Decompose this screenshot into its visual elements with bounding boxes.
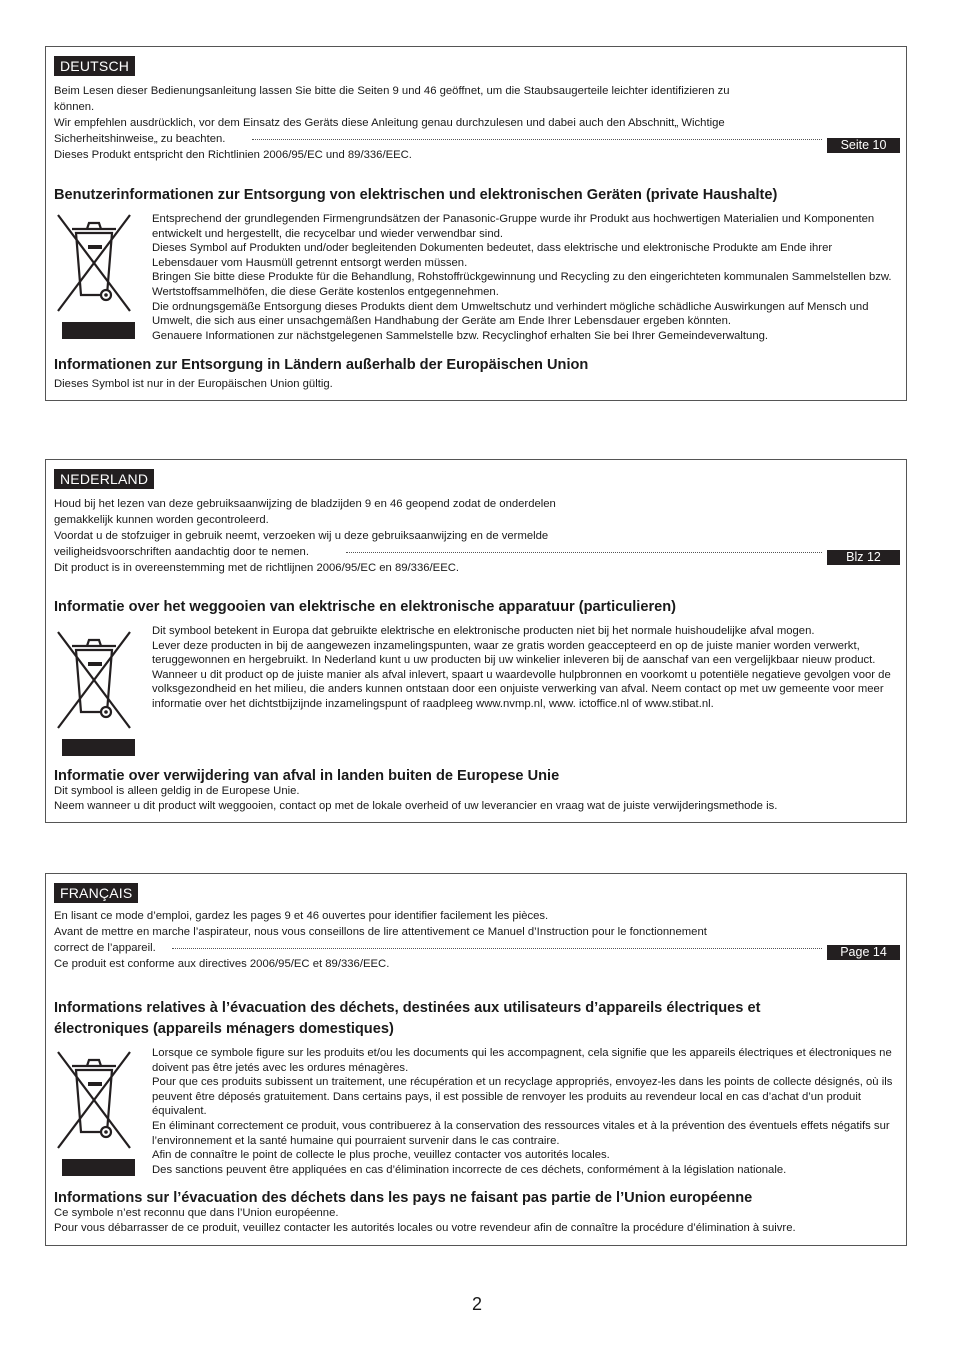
body-paragraph: Lever deze producten in bij de aangewezen inzamelingspunten, waar ze gratis worden geaccepteerd en op de juiste manier worden verwerkt, teruggewonnen en hergebruikt. In Nederland kunt u uw producten bij uw winkelier inleveren bij de aanschaf van een vergelijkbaar nieuw product. xyxy=(152,639,876,667)
leader-dots xyxy=(172,948,822,949)
intro-line: Dieses Produkt entspricht den Richtlinien 2006/95/EC und 89/336/EEC. xyxy=(54,149,412,161)
disposal-body xyxy=(152,624,900,712)
intro-line: Ce produit est conforme aux directives 2006/95/EC et 89/336/EEC. xyxy=(54,958,390,970)
foot-line: Ce symbole n’est reconnu que dans l’Union européenne. xyxy=(54,1207,339,1219)
intro-text xyxy=(54,908,824,972)
crossed-out-wheelie-bin-icon xyxy=(54,211,134,321)
section-francais xyxy=(45,873,907,1246)
weee-symbol xyxy=(54,211,128,339)
body-paragraph: Pour que ces produits subissent un traitement, une récupération et un recyclage appropriés, envoyez-les dans les points de collecte désignés, où ils peuvent être déposés gratuitement. Dans certains pays, il est possible de renvoyer les produits au revendeur local en cas d’achat d’un produit équivalent. xyxy=(152,1076,893,1118)
non-eu-heading: Informationen zur Entsorgung in Ländern außerhalb der Europäischen Union xyxy=(54,357,589,373)
body-paragraph: Bringen Sie bitte diese Produkte für die Behandlung, Rohstoffrückgewinnung und Recycling zu den eingerichteten kommunalen Sammelstellen bzw. Wertstoffsammelhöfen, die diese Geräte kostenlos entgegennehmen. xyxy=(152,271,892,298)
page-reference: Blz 12 xyxy=(827,550,900,565)
non-eu-text xyxy=(54,784,904,814)
non-eu-heading: Informations sur l’évacuation des déchets dans les pays ne faisant pas partie de l’Union européenne xyxy=(54,1190,753,1206)
body-paragraph: Genauere Informationen zur nächstgelegenen Sammelstelle bzw. Recyclinghof erhalten Sie bei Ihrer Gemeindeverwaltung. xyxy=(152,329,769,342)
disposal-body xyxy=(152,1046,900,1177)
disposal-heading: Informations relatives à l’évacuation des déchets, destinées aux utilisateurs d’appareils électriques et électroniques (appareils ménagers domestiques) xyxy=(54,1000,761,1037)
language-label: DEUTSCH xyxy=(54,56,135,76)
intro-text xyxy=(54,83,824,163)
body-paragraph: Afin de connaître le point de collecte le plus proche, veuillez contacter vos autorités locales. xyxy=(152,1149,610,1162)
intro-text xyxy=(54,496,824,576)
language-label: NEDERLAND xyxy=(54,469,154,489)
page-number: 2 xyxy=(471,1294,482,1314)
body-paragraph: Lorsque ce symbole figure sur les produits et/ou les documents qui les accompagnent, cela signifie que les appareils électriques et électroniques ne doivent pas être jetés avec les ordures ménagères. xyxy=(152,1047,892,1074)
intro-line: Beim Lesen dieser Bedienungsanleitung lassen Sie bitte die Seiten 9 und 46 geöffnet, um die Staubsaugerteile leichter identifizieren zu xyxy=(54,85,730,97)
symbol-bar xyxy=(62,1159,135,1176)
section-deutsch xyxy=(45,46,907,401)
non-eu-heading: Informatie over verwijdering van afval in landen buiten de Europese Unie xyxy=(54,768,560,784)
page-reference: Page 14 xyxy=(827,945,900,960)
body-paragraph: Des sanctions peuvent être appliquées en cas d’élimination incorrecte de ces déchets, conformément à la législation nationale. xyxy=(152,1163,787,1176)
body-paragraph: Die ordnungsgemäße Entsorgung dieses Produkts dient dem Umweltschutz und verhindert mögliche schädliche Auswirkungen auf Mensch und Umwelt, die sich aus einer unsachgemäßen Handhabung der Geräte am Ende Ihrer Lebensdauer ergeben könnten. xyxy=(152,300,869,328)
crossed-out-wheelie-bin-icon xyxy=(54,628,134,738)
disposal-body xyxy=(152,212,900,343)
non-eu-text xyxy=(54,377,904,392)
foot-line: Neem wanneer u dit product wilt weggooien, contact op met de lokale overheid of uw leverancier en vraag wat de juiste verwijderingsmethode is. xyxy=(54,800,778,812)
leader-dots xyxy=(252,139,822,140)
language-label: FRANÇAIS xyxy=(54,883,138,903)
crossed-out-wheelie-bin-icon xyxy=(54,1048,134,1158)
foot-line: Dit symbool is alleen geldig in de Europese Unie. xyxy=(54,785,300,797)
intro-line: correct de l’appareil. xyxy=(54,942,156,954)
weee-symbol xyxy=(54,1048,128,1176)
intro-line: können. xyxy=(54,101,95,113)
foot-line: Dieses Symbol ist nur in der Europäischen Union gültig. xyxy=(54,378,333,390)
intro-line: Voordat u de stofzuiger in gebruik neemt, verzoeken wij u deze gebruiksaanwijzing en de vermelde xyxy=(54,530,549,542)
leader-dots xyxy=(346,552,822,553)
intro-line: Wir empfehlen ausdrücklich, vor dem Einsatz des Geräts diese Anleitung genau durchzulesen und dabei auch den Abschnitt„ Wichtige xyxy=(54,117,725,129)
body-paragraph: Entsprechend der grundlegenden Firmengrundsätzen der Panasonic-Gruppe wurde ihr Produkt aus hochwertigen Materialien und Komponenten entwickelt und hergestellt, die recycelbar und wieder verwendbar sind. xyxy=(152,213,875,240)
body-paragraph: En éliminant correctement ce produit, vous contribuerez à la conservation des ressources vitales et à la prévention des éventuels effets négatifs sur l’environnement et la santé humaine qui pourraient survenir dans le cas contraire. xyxy=(152,1119,890,1147)
foot-line: Pour vous débarrasser de ce produit, veuillez contacter les autorités locales ou votre revendeur afin de connaître la procédure d’élimination à suivre. xyxy=(54,1222,796,1234)
body-paragraph: Wanneer u dit product op de juiste manier als afval inlevert, spaart u waardevolle hulpbronnen en voorkomt u potentiële negatieve gevolgen voor de volksgezondheid en het milieu, die anders kunnen ontstaan door een onjuiste verwerking van afval. Neem contact op met uw gemeente voor meer informatie over het dichtstbijzijnde inzamelingspunt of raadpleeg www.nvmp.nl, www. ictoffice.nl of www.stibat.nl. xyxy=(152,668,891,710)
weee-symbol xyxy=(54,628,128,756)
symbol-bar xyxy=(62,739,135,756)
intro-line: Dit product is in overeenstemming met de richtlijnen 2006/95/EC en 89/336/EEC. xyxy=(54,562,460,574)
intro-line: En lisant ce mode d’emploi, gardez les pages 9 et 46 ouvertes pour identifier facilement les pièces. xyxy=(54,910,549,922)
disposal-heading: Informatie over het weggooien van elektrische en elektronische apparatuur (particulieren) xyxy=(54,599,677,615)
intro-line: Sicherheitshinweise„ zu beachten. xyxy=(54,133,226,145)
body-paragraph: Dieses Symbol auf Produkten und/oder begleitenden Dokumenten bedeutet, dass elektrische und elektronische Produkte am Ende ihrer Lebensdauer vom Hausmüll getrennt entsorgt werden müssen. xyxy=(152,242,833,269)
page-reference: Seite 10 xyxy=(827,138,900,153)
disposal-heading: Benutzerinformationen zur Entsorgung von elektrischen und elektronischen Geräten (private Haushalte) xyxy=(54,187,778,203)
intro-line: veiligheidsvoorschriften aandachtig door te nemen. xyxy=(54,546,309,558)
body-paragraph: Dit symbool betekent in Europa dat gebruikte elektrische en elektronische producten niet bij het normale huishoudelijke afval mogen. xyxy=(152,625,815,637)
section-nederland xyxy=(45,459,907,823)
intro-line: Avant de mettre en marche l’aspirateur, nous vous conseillons de lire attentivement ce Manuel d’Instruction pour le fonctionnement xyxy=(54,926,707,938)
intro-line: gemakkelijk kunnen worden gecontroleerd. xyxy=(54,514,269,526)
symbol-bar xyxy=(62,322,135,339)
non-eu-text xyxy=(54,1206,904,1236)
intro-line: Houd bij het lezen van deze gebruiksaanwijzing de bladzijden 9 en 46 geopend zodat de onderdelen xyxy=(54,498,556,510)
